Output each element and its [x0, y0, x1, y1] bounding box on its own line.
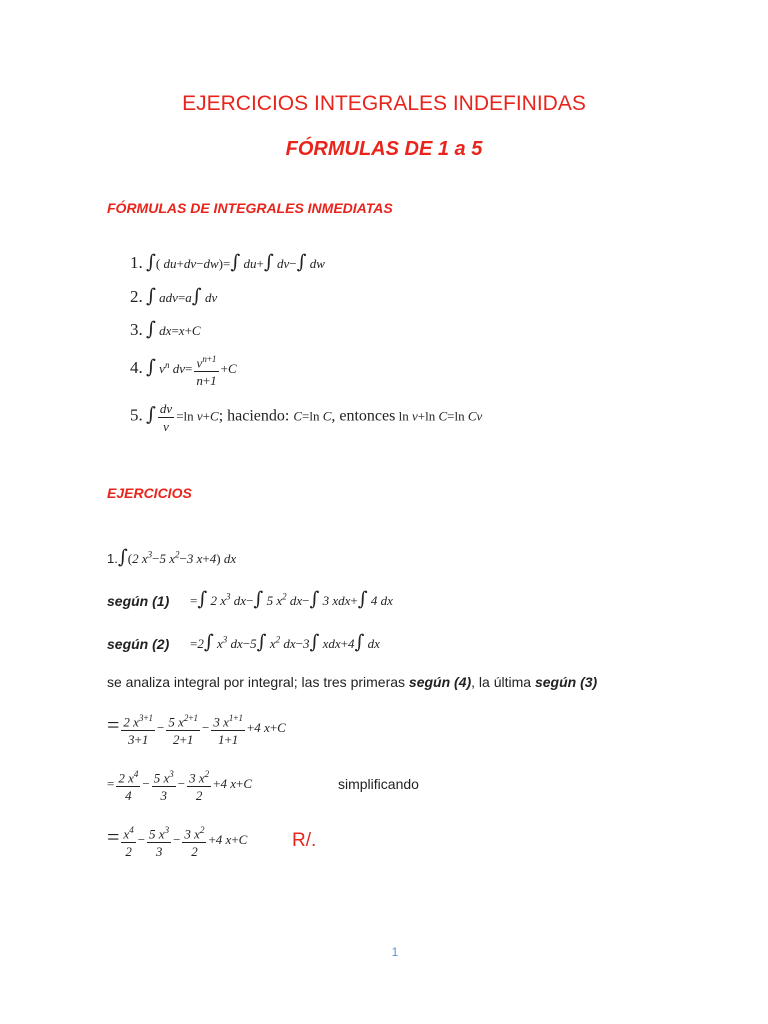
segun-1-expression: =∫ 2 $x^3$ dx−∫ 5 $x^2$ dx−∫ 3 xdx+∫ 4 dx — [190, 588, 393, 610]
exercises-heading: EJERCICIOS — [107, 485, 192, 501]
formula-number: 1. — [130, 253, 143, 272]
formula-1: 1. ∫( du+dv−dw)=∫ du+∫ dv−∫ dw — [130, 251, 325, 273]
formula-number: 4. — [130, 358, 143, 378]
formula-number: 5. — [130, 405, 143, 425]
segun-2-expression: =2∫ $x^3$ dx−5∫ $x^2$ dx−3∫ xdx+4∫ dx — [190, 631, 380, 653]
final-answer: = $\frac{x^4}{2}$ − $\frac{5 x^3}{3}$ − $\frac{3 x^2}{2}$ +4 x+C — [107, 822, 247, 860]
formula-2: 2. ∫ adv=a∫ dv — [130, 285, 218, 307]
segun-2-label: según (2) — [107, 636, 170, 652]
formula-5: 5. ∫ $\frac{dv}{v}$ =ln v+C; haciendo: C=ln C, entonces ln v+ln C=ln Cv — [130, 401, 483, 434]
segun-1-label: según (1) — [107, 593, 170, 609]
step-computed: = $\frac{2 x^4}{4}$ − $\frac{5 x^3}{3}$ − $\frac{3 x^2}{2}$ +4 x+C — [107, 766, 252, 804]
step-exponents: = $\frac{2 x^{3+1}}{3+1}$ − $\frac{5 x^{2+1}}{2+1}$ − $\frac{3 x^{1+1}}{1+1}$ +4 x+C — [107, 710, 286, 748]
formula-number: 2. — [130, 287, 143, 306]
formula-3: 3. ∫ dx=x+C — [130, 318, 201, 340]
document-subtitle: FÓRMULAS DE 1 a 5 — [285, 138, 483, 160]
formula-4: 4. ∫ $v^n$ dv= $\frac{v^{n+1}}{n+1}$ +C — [130, 351, 237, 389]
document-title: EJERCICIOS INTEGRALES INDEFINIDAS — [182, 92, 586, 115]
exercise-1-statement: 1.∫(2 $x^3-5$ $x^2-3$ x+4) dx — [107, 546, 237, 568]
formula-number: 3. — [130, 320, 143, 339]
formulas-heading: FÓRMULAS DE INTEGRALES INMEDIATAS — [107, 200, 393, 216]
answer-mark: R/. — [292, 830, 317, 851]
simplify-note: simplificando — [338, 776, 419, 792]
analysis-text: se analiza integral por integral; las tres primeras según (4), la última según (3) — [107, 674, 598, 690]
page-number: 1 — [391, 945, 399, 959]
